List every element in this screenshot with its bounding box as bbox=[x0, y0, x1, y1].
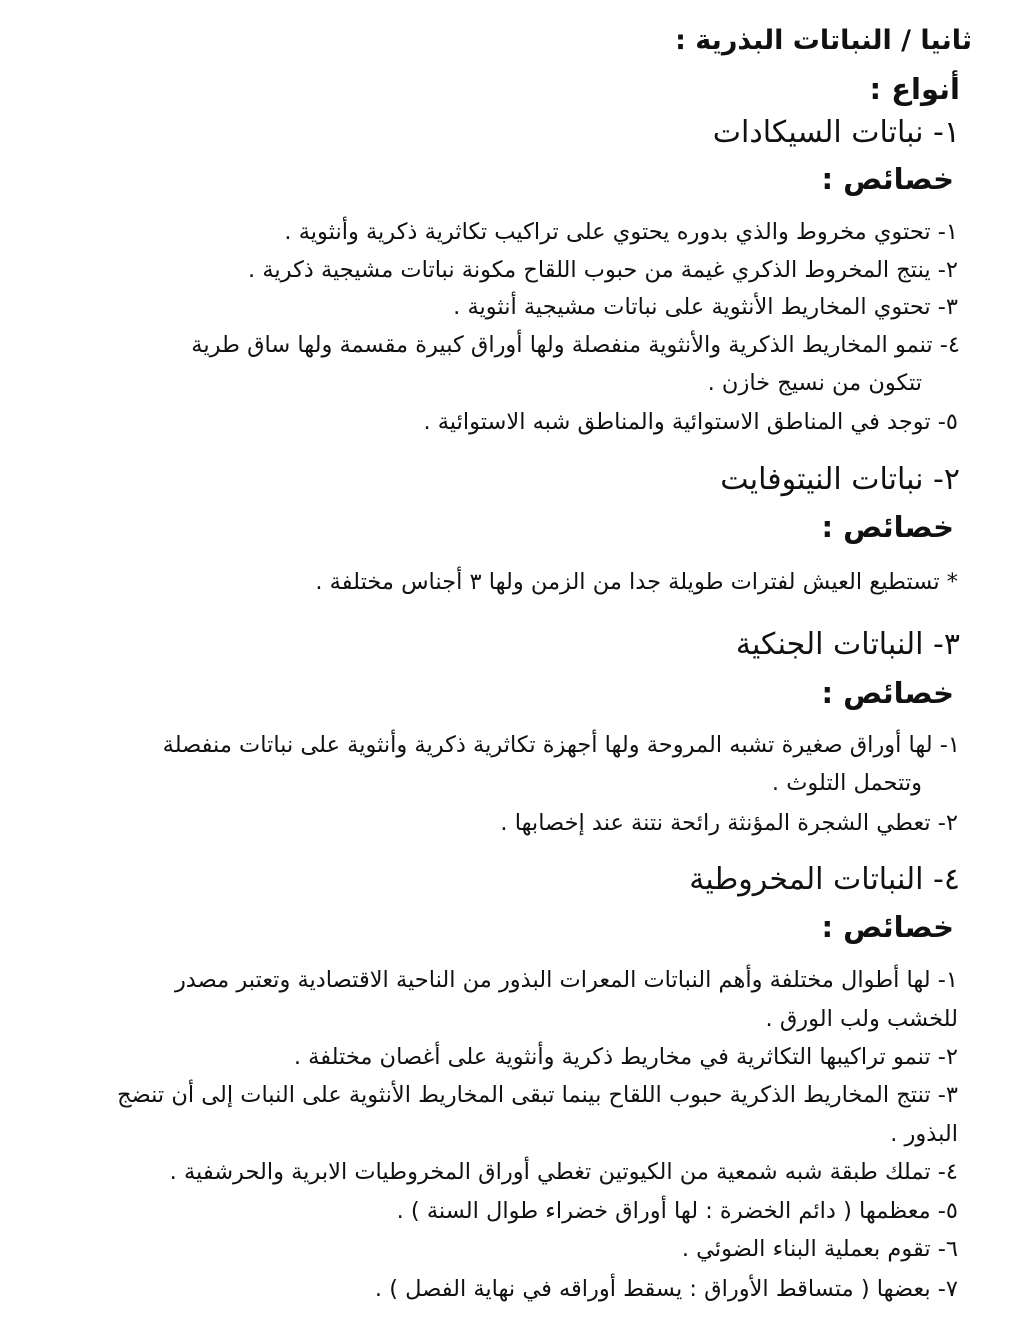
section-title-cycads: ١- نباتات السيكادات bbox=[712, 115, 960, 150]
section-title-gnetophytes: ٢- نباتات النيتوفايت bbox=[720, 462, 960, 497]
list-item: ٥- معظمها ( دائم الخضرة : لها أوراق خضراء طوال السنة ) . bbox=[396, 1198, 958, 1224]
characteristics-label: خصائص : bbox=[821, 162, 954, 196]
list-item: * تستطيع العيش لفترات طويلة جدا من الزمن ولها ٣ أجناس مختلفة . bbox=[315, 569, 958, 595]
list-item-continuation: للخشب ولب الورق . bbox=[765, 1006, 958, 1032]
list-item: ١- تحتوي مخروط والذي بدوره يحتوي على تراكيب تكاثرية ذكرية وأنثوية . bbox=[284, 219, 958, 245]
list-item-continuation: تتكون من نسيج خازن . bbox=[707, 370, 922, 396]
list-item: ٢- تنمو تراكيبها التكاثرية في مخاريط ذكرية وأنثوية على أغصان مختلفة . bbox=[293, 1044, 958, 1070]
list-item: ٥- توجد في المناطق الاستوائية والمناطق شبه الاستوائية . bbox=[423, 409, 958, 435]
list-item: ١- لها أوراق صغيرة تشبه المروحة ولها أجهزة تكاثرية ذكرية وأنثوية على نباتات منفصلة bbox=[162, 732, 960, 758]
list-item: ٣- تحتوي المخاريط الأنثوية على نباتات مشيجية أنثوية . bbox=[453, 294, 958, 320]
list-item: ٢- ينتج المخروط الذكري غيمة من حبوب اللقاح مكونة نباتات مشيجية ذكرية . bbox=[248, 257, 958, 283]
list-item-continuation: وتتحمل التلوث . bbox=[771, 770, 922, 796]
list-item: ٤- تنمو المخاريط الذكرية والأنثوية منفصلة ولها أوراق كبيرة مقسمة ولها ساق طرية bbox=[191, 332, 960, 358]
section-title-conifers: ٤- النباتات المخروطية bbox=[689, 862, 960, 897]
list-item: ٧- بعضها ( متساقط الأوراق : يسقط أوراقه في نهاية الفصل ) . bbox=[374, 1276, 958, 1302]
types-label: أنواع : bbox=[869, 72, 960, 106]
list-item: ٦- تقوم بعملية البناء الضوئي . bbox=[681, 1236, 958, 1262]
list-item: ١- لها أطوال مختلفة وأهم النباتات المعرات البذور من الناحية الاقتصادية وتعتبر مصدر bbox=[174, 967, 958, 993]
characteristics-label: خصائص : bbox=[821, 676, 954, 710]
page-heading: ثانيا / النباتات البذرية : bbox=[675, 25, 972, 56]
list-item-continuation: البذور . bbox=[890, 1121, 958, 1147]
characteristics-label: خصائص : bbox=[821, 910, 954, 944]
list-item: ٢- تعطي الشجرة المؤنثة رائحة نتنة عند إخصابها . bbox=[500, 810, 958, 836]
section-title-ginkgo: ٣- النباتات الجنكية bbox=[735, 627, 960, 662]
characteristics-label: خصائص : bbox=[821, 510, 954, 544]
list-item: ٣- تنتج المخاريط الذكرية حبوب اللقاح بينما تبقى المخاريط الأنثوية على النبات إلى أن تنضج bbox=[117, 1082, 958, 1108]
list-item: ٤- تملك طبقة شبه شمعية من الكيوتين تغطي أوراق المخروطيات الابرية والحرشفية . bbox=[169, 1159, 958, 1185]
